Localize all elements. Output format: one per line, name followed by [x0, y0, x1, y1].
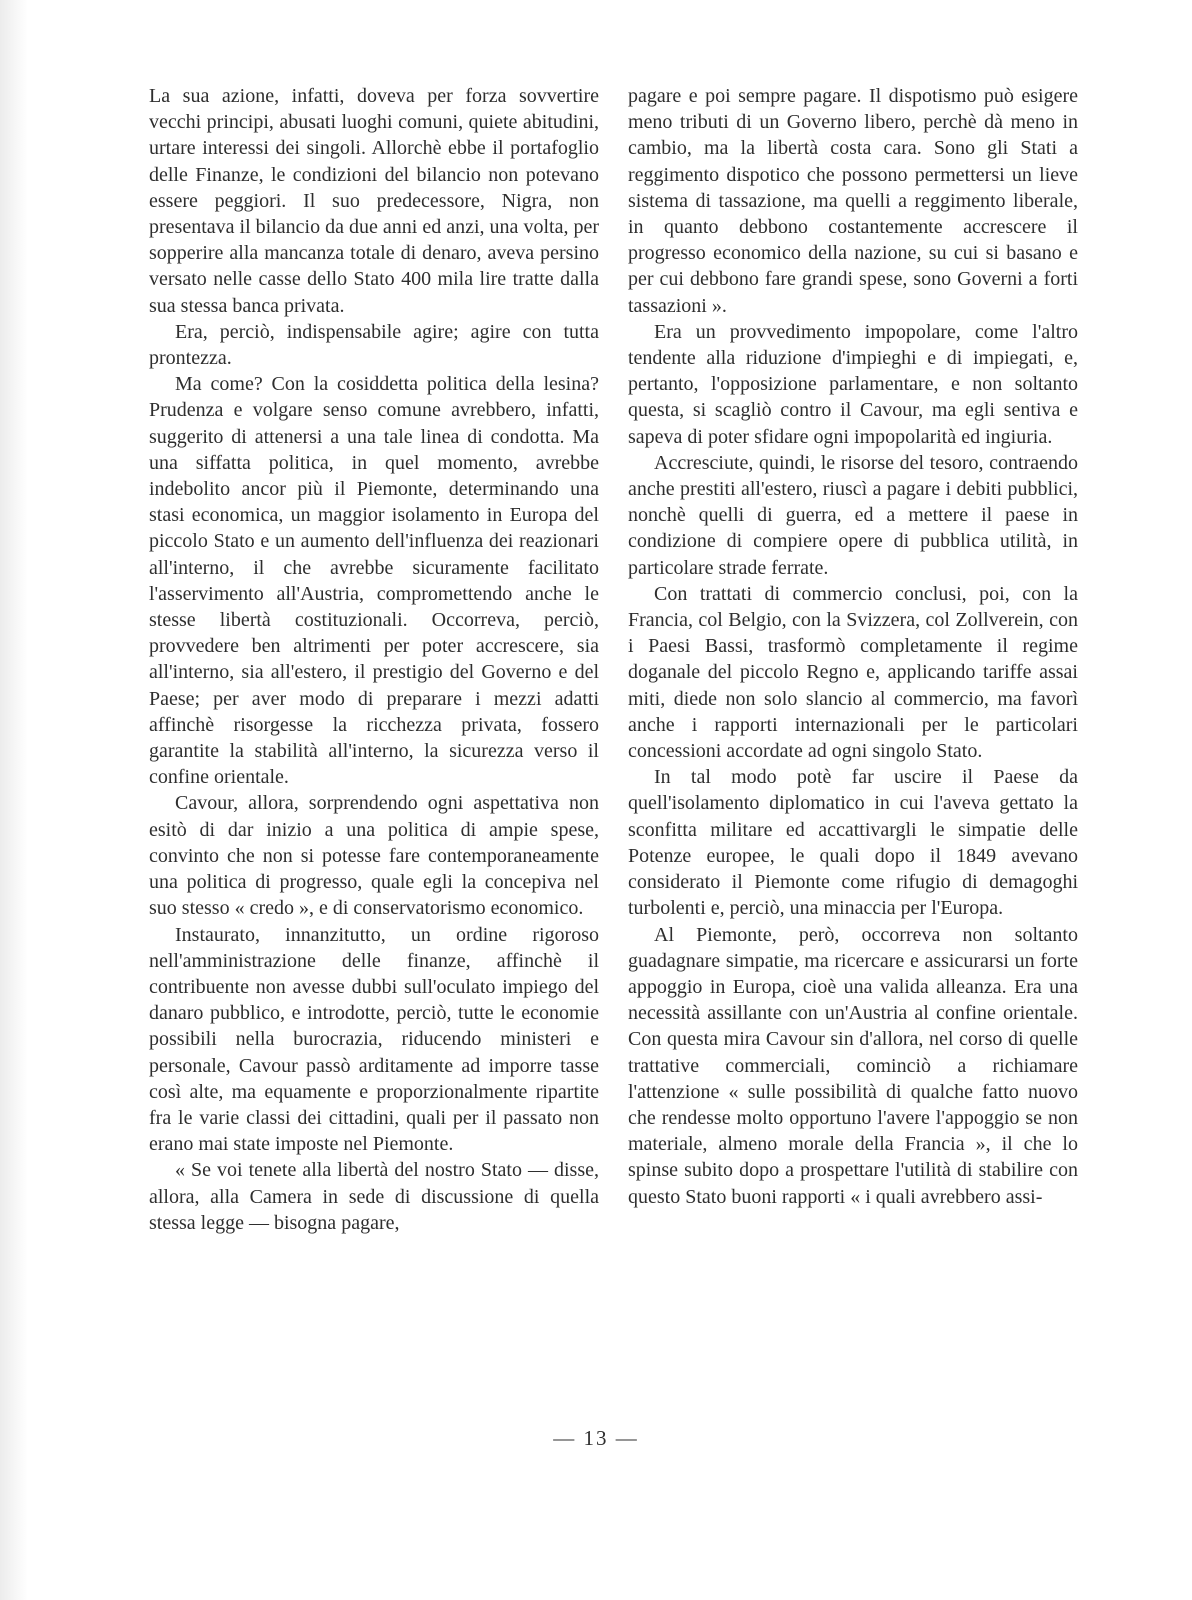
- left-text-column: [149, 83, 599, 1236]
- paragraph: Instaurato, innanzitutto, un ordine rigoroso nell'amministrazione delle finanze, affinchè il contribuente non avesse dubbi sull'oculato impiego del danaro pubblico, e introdotte, perciò, tutte le economie possibili nella burocrazia, riducendo ministeri e personale, Cavour passò arditamente ad imporre tasse così alte, ma equamente e proporzionalmente ripartite fra le varie classi dei cittadini, quali per il passato non erano mai state imposte nel Piemonte.: [149, 923, 599, 1156]
- page-number: — 13 —: [553, 1426, 639, 1450]
- paragraph: « Se voi tenete alla libertà del nostro Stato — disse, allora, alla Camera in sede di discussione di quella stessa legge — bisogna pagare,: [149, 1159, 599, 1234]
- paragraph: Ma come? Con la cosiddetta politica della lesina? Prudenza e volgare senso comune avrebbero, infatti, suggerito di attenersi a una tale linea di condotta. Ma una siffatta politica, in quel momento, avrebbe indebolito ancor più il Piemonte, determinando una stasi economica, un maggior isolamento in Europa del piccolo Stato e un aumento dell'influenza dei reazionari all'interno, il che avrebbe sicuramente facilitato l'asservimento all'Austria, compromettendo anche le stesse libertà costituzionali. Occorreva, perciò, provvedere ben altrimenti per poter accrescere, sia all'interno, sia all'estero, il prestigio del Governo e del Paese; per aver modo di preparare i mezzi adatti affinchè risorgesse la ricchezza privata, fossero garantite la stabilità all'interno, la sicurezza verso il confine orientale.: [149, 373, 599, 789]
- paragraph: Era un provvedimento impopolare, come l'altro tendente alla riduzione d'impieghi e di impiegati, e, pertanto, l'opposizione parlamentare, e non soltanto questa, si scagliò contro il Cavour, ma egli sentiva e sapeva di poter sfidare ogni impopolarità ed ingiuria.: [628, 320, 1078, 448]
- paragraph: Con trattati di commercio conclusi, poi, con la Francia, col Belgio, con la Svizzera, col Zollverein, con i Paesi Bassi, trasformò completamente il regime doganale del piccolo Regno e, applicando tariffe assai miti, diede non solo slancio al commercio, ma favorì anche i rapporti internazionali per le particolari concessioni accordate ad ogni singolo Stato.: [628, 582, 1078, 763]
- paragraph: In tal modo potè far uscire il Paese da quell'isolamento diplomatico in cui l'aveva gettato la sconfitta militare ed accattivargli le simpatie delle Potenze europee, le quali dopo il 1849 avevano considerato il Piemonte come rifugio di demagoghi turbolenti e, perciò, una minaccia per l'Europa.: [628, 766, 1078, 920]
- page-edge-shadow: [0, 0, 28, 1600]
- paragraph: Accresciute, quindi, le risorse del tesoro, contraendo anche prestiti all'estero, riuscì a pagare i debiti pubblici, nonchè quelli di guerra, ed a mettere il paese in condizione di compiere opere di pubblica utilità, in particolare strade ferrate.: [628, 451, 1078, 579]
- paragraph: pagare e poi sempre pagare. Il dispotismo può esigere meno tributi di un Governo libero, perchè dà meno in cambio, ma la libertà costa cara. Sono gli Stati a reggimento dispotico che possono permettersi un lieve sistema di tassazione, ma quelli a reggimento liberale, in quanto debbono costantemente accrescere il progresso economico della nazione, su cui si basano e per cui debbono fare grandi spese, sono Governi a forti tassazioni ».: [628, 85, 1078, 317]
- paragraph: La sua azione, infatti, doveva per forza sovvertire vecchi principi, abusati luoghi comuni, quiete abitudini, urtare interessi dei singoli. Allorchè ebbe il portafoglio delle Finanze, le condizioni del bilancio non potevano essere peggiori. Il suo predecessore, Nigra, non presentava il bilancio da due anni ed anzi, una volta, per sopperire alla mancanza totale di denaro, aveva persino versato nelle casse dello Stato 400 mila lire tratte dalla sua stessa banca privata.: [149, 85, 599, 317]
- right-text-column: [628, 83, 1078, 1210]
- paragraph: Al Piemonte, però, occorreva non soltanto guadagnare simpatie, ma ricercare e assicurarsi un forte appoggio in Europa, cioè una valida alleanza. Era una necessità assillante con un'Austria al confine orientale. Con questa mira Cavour sin d'allora, nel corso di quelle trattative commerciali, cominciò a richiamare l'attenzione « sulle possibilità di qualche fatto nuovo che rendesse molto opportuno l'avere l'appoggio se non materiale, almeno morale della Francia », il che lo spinse subito dopo a prospettare l'utilità di stabilire con questo Stato buoni rapporti « i quali avrebbero assi-: [628, 923, 1078, 1208]
- paragraph: Cavour, allora, sorprendendo ogni aspettativa non esitò di dar inizio a una politica di ampie spese, convinto che non si potesse fare contemporaneamente una politica di progresso, quale egli la concepiva nel suo stesso « credo », e di conservatorismo economico.: [149, 792, 599, 920]
- paragraph: Era, perciò, indispensabile agire; agire con tutta prontezza.: [149, 320, 599, 370]
